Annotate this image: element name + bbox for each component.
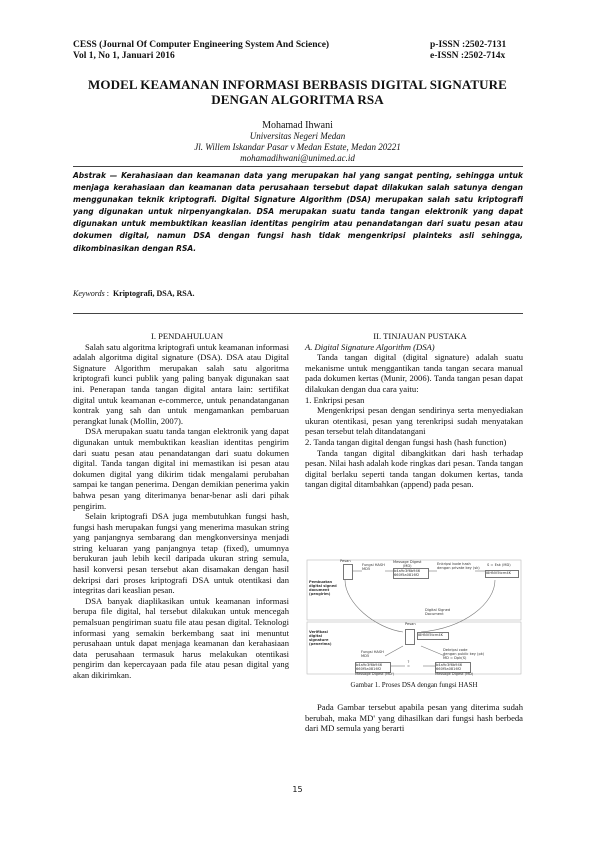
keywords [73,289,195,298]
figure-label: Enkripsi kode hash dengan private key (sk) [437,562,480,570]
subsection-heading-dsa: A. Digital Signature Algorithm (DSA) [305,341,435,352]
list-item: 1. Enkripsi pesan [305,394,365,405]
divider-bottom [73,313,523,314]
figure-md-box: b4a9c3f6b946 660f5a0816f2 [393,568,429,579]
list-item: 2. Tanda tangan digital dengan fungsi hash (hash function) [305,436,507,447]
figure-equals: ? = [407,660,411,668]
paper-title-line-1: MODEL KEAMANAN INFORMASI BERBASIS DIGITAL SIGNATURE [88,77,507,92]
journal-name: CESS (Journal Of Computer Engineering System And Science) [73,40,330,50]
figure-label: Message Digest (MD) [435,672,474,676]
figure-label: S = Esk (MD) [487,563,511,567]
list-item-text: Mengenkripsi pesan dengan sendirinya serta menyediakan ukuran otentikasi, pesan yang terenkripsi sudah menyatakan pesan tersebut telah ditandatangani [305,405,523,437]
author-affiliation: Universitas Negeri Medan [249,131,346,141]
author-email: mohamadihwani@unimed.ac.id [240,153,355,163]
dsa-figure [305,558,523,676]
figure-md-box: b4a9c3f6b946 660f5a0816f2 [435,662,471,673]
figure-label: Pembuatan digital signed document (pengirim) [309,580,337,596]
figure-label: Pesan [405,622,416,626]
figure-md-box: b4a9c3f6b946 660f5a0816f2 [355,662,391,673]
keywords-separator: : [106,289,109,298]
paper-title-line-2: DENGAN ALGORITMA RSA [211,92,384,107]
author-name: Mohamad Ihwani [262,120,333,131]
right-column [305,331,523,490]
list-item-text: Tanda tangan digital dibangkitkan dari hash terhadap pesan. Nilai hash adalah kode ringkas dari pesan. Tanda tangan digital berlaku seperti tanda tangan dokumen kertas, tanda tangan digital ditambahkan (append) pada pesan. [305,447,523,490]
document-icon [343,564,353,580]
keywords-label: Keywords [73,289,105,298]
journal-volume: Vol 1, No 1, Januari 2016 [73,51,175,61]
page-number: 15 [292,785,303,794]
right-column-continued [305,702,523,734]
paragraph: DSA merupakan suatu tanda tangan elektronik yang dapat digunakan untuk membuktikan keaslian identitas pengirim dari suatu pesan atau penandatangan dari suatu dokumen digital. Tanda tangan digital ini memastikan isi pesan atau dokumen digital yang dikirim tidak mengalami perubahan sampai ke tangan penerima. Dengan demikian penerima yakin bahwa pesan yang diterimanya benar-benar asli dari pihak pengirim. [73,426,289,511]
paragraph: Tanda tangan digital (digital signature) adalah suatu mekanisme untuk menggantikan tanda tangan secara manual pada dokumen kertas (Munir, 2006). Tanda tangan pesan dapat dilakukan dengan dua cara yaitu: [305,352,523,394]
paragraph: Pada Gambar tersebut apabila pesan yang diterima sudah berubah, maka MD' yang dihasilkan dari fungsi hash berbeda dari MD semula yang berarti [305,702,523,734]
document-icon [405,629,415,645]
paragraph: Salah satu algoritma kriptografi untuk keamanan informasi adalah algoritma digital signature (DSA). DSA atau Digital Signature Algorithm merupakan salah satu algoritma kriptografi kunci publik yang paling banyak digunakan saat ini. Penerapan tanda tangan digital antara lain: sertifikat digital untuk keamanan e-commerce, untuk penandatanganan kontrak yang sah dan untuk mengamankan pembaruan perangkat lunak (Mollin, 2007). [73,341,289,426]
keywords-text: Kriptografi, DSA, RSA. [112,289,195,298]
e-issn: e-ISSN :2502-714x [430,51,506,61]
figure-label: Pesan [340,559,351,563]
figure-label: Fungsi HASH MD5 [362,563,385,571]
paragraph: DSA banyak diaplikasikan untuk keamanan informasi berupa file digital, hal tersebut dilakukan untuk mencegah pemalsuan pengiriman suatu file atau pesan digital. Teknologi informasi yang semakin berkembang saat ini menuntut perusahaan untuk dapat menjaga keamanan dan kerahasiaan data perusahaan termasuk harus melakukan otentikasi pengirim dan kepercayaan pada file atau pesan digital yang akan dikirimkan. [73,595,289,680]
paragraph: Selain kriptografi DSA juga membutuhkan fungsi hash, fungsi hash merupakan fungsi yang menerima masukan string yang panjangnya sembarang dan mengkonversinya menjadi string keluaran yang panjangnya tetap (fixed), umumnya berukuran jauh lebih kecil daripada ukuran string semula, hasil konversi pesan tersebut akan disamakan dengan hasil dekripsi dari proses kriptografi DSA untuk otentikasi dan integritas dari keaslian pesan. [73,511,289,596]
section-heading-literature-review: II. TINJAUAN PUSTAKA [373,331,467,341]
figure-caption: Gambar 1. Proses DSA dengan fungsi HASH [350,681,478,689]
figure-label: Dekripsi code dengan public key (pk) MD = Dpk(S) [443,648,485,660]
left-column [73,331,289,681]
figure-label: Verifikasi digital signature (penerima) [309,630,332,646]
figure-label: Digital Signed Document [425,608,451,616]
figure-signature-box: I8HNV5tcm4K [485,570,519,578]
figure-label: Message Digest (MD) [393,560,422,568]
divider-top [73,166,523,167]
section-heading-introduction: I. PENDAHULUAN [150,331,224,341]
figure-signature-box: I8HNV5tcm4K [417,632,449,640]
author-address: Jl. Willem Iskandar Pasar v Medan Estate, Medan 20221 [194,142,401,152]
abstract: Abstrak — Kerahasiaan dan keamanan data yang merupakan hal yang sangat penting, sehingga untuk menjaga kerahasiaan dan keamanan data perusahaan tersebut dapat dilakukan salah satunya dengan menggunakan teknik kriptografi. Digital Signature Algorithm (DSA) merupakan salah satu kriptografi yang digunakan untuk nirpenyangkalan. DSA merupakan suatu tanda tangan elektronik yang dapat digunakan untuk membuktikan keaslian identitas pengirim atau penandatangan dari suatu pesan atau dokumen digital, namun DSA dengan fungsi hash tidak mengenkripsi plainteks asli sehingga, dikombinasikan dengan RSA. [73,171,523,253]
p-issn: p-ISSN :2502-7131 [430,40,507,50]
figure-label: Fungsi HASH MD5 [361,650,384,658]
figure-label: Message Digest (MD') [355,672,395,676]
